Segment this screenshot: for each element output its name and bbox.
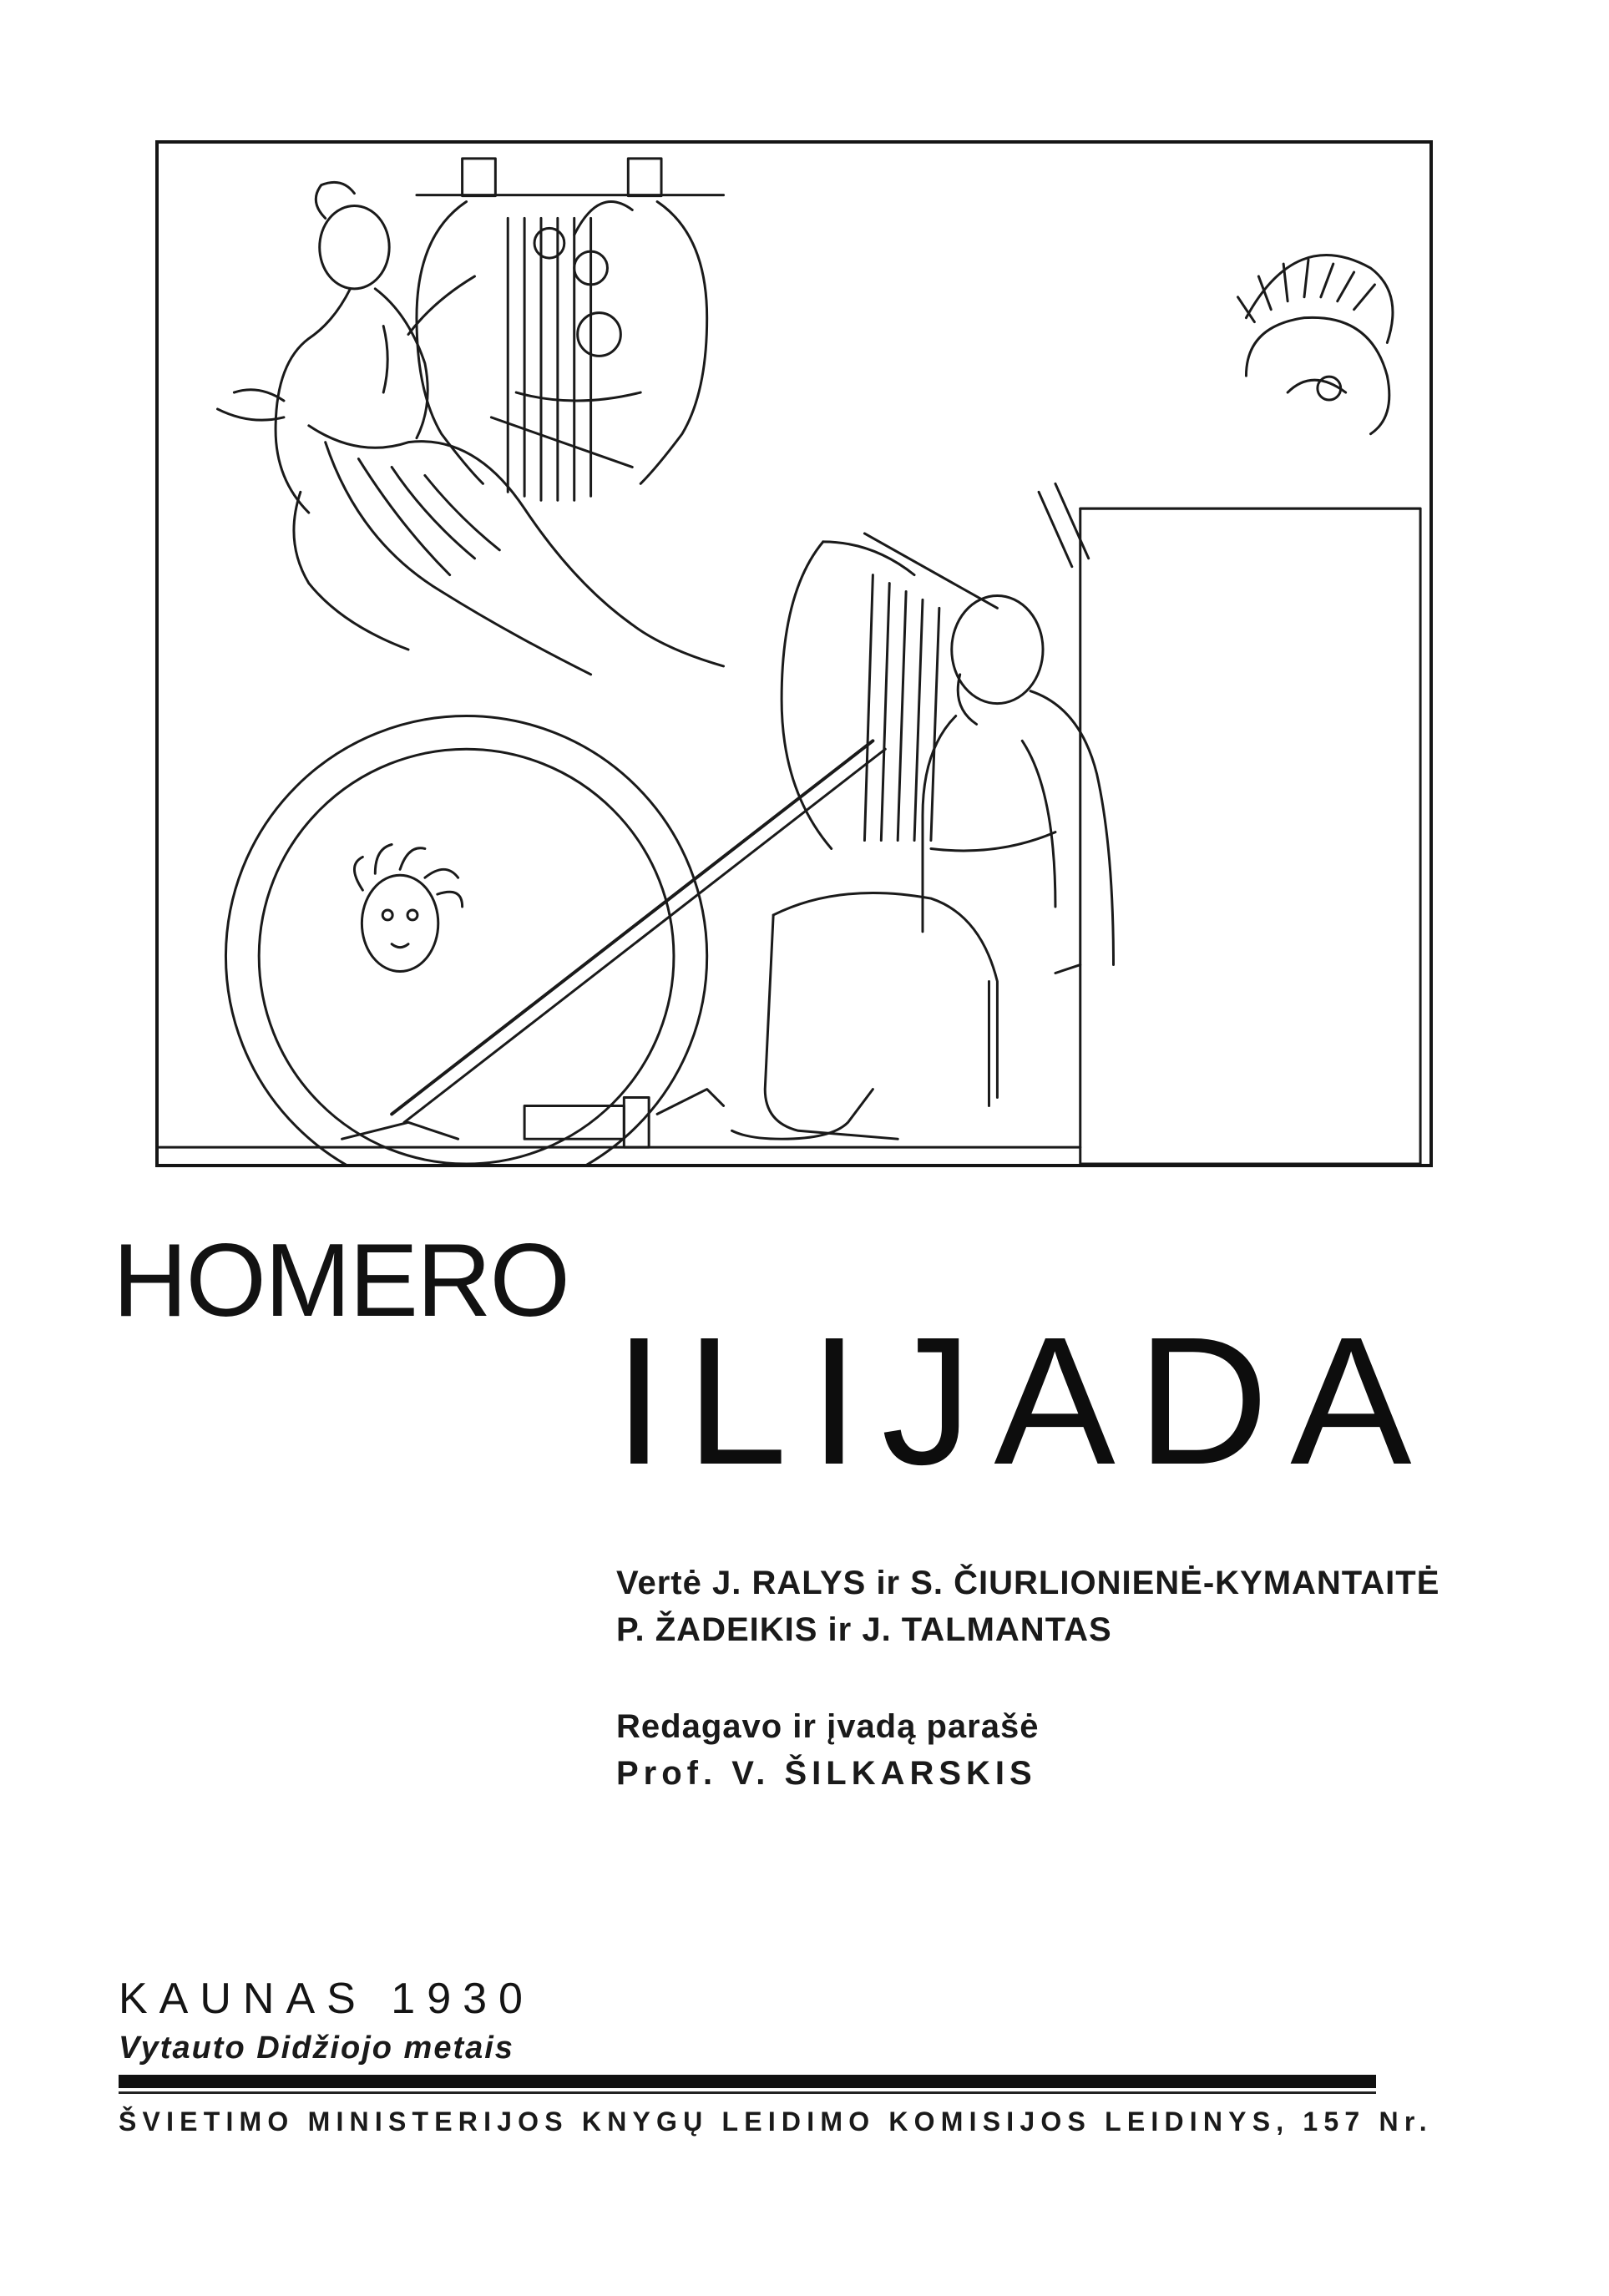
frontispiece-illustration <box>155 140 1433 1167</box>
translator-line-2: P. ŽADEIKIS ir J. TALMANTAS <box>616 1611 1112 1648</box>
bard-figure-icon <box>731 595 1113 1139</box>
editor-line-1: Redagavo ir įvadą parašė <box>616 1708 1040 1745</box>
ground-items-icon <box>159 1090 1080 1148</box>
lyre-icon <box>417 159 724 500</box>
book-title: ILIJADA <box>614 1300 1434 1503</box>
editor-line-2: Prof. V. ŠILKARSKIS <box>616 1755 1037 1792</box>
staff-icon <box>392 741 873 1114</box>
translator-credits <box>616 1560 1439 1653</box>
translator-line-1: Vertė J. RALYS ir S. ČIURLIONIENĖ-KYMANTAITĖ <box>616 1565 1440 1601</box>
divider-thin <box>119 2091 1376 2094</box>
divider-thick <box>119 2075 1376 2088</box>
muse-figure-icon <box>218 182 724 674</box>
editor-credits <box>616 1703 1039 1797</box>
stone-seat-icon <box>1055 508 1420 1164</box>
greek-vase-illustration-icon <box>159 144 1429 1164</box>
helmet-icon <box>1238 255 1393 434</box>
author-name: HOMERO <box>113 1223 569 1338</box>
imprint-subtitle: Vytauto Didžiojo metais <box>119 2030 514 2066</box>
series-statement: ŠVIETIMO MINISTERIJOS KNYGŲ LEIDIMO KOMISIJOS LEIDINYS, 157 Nr. <box>119 2106 1433 2137</box>
imprint-place-year: KAUNAS 1930 <box>119 1975 534 2023</box>
